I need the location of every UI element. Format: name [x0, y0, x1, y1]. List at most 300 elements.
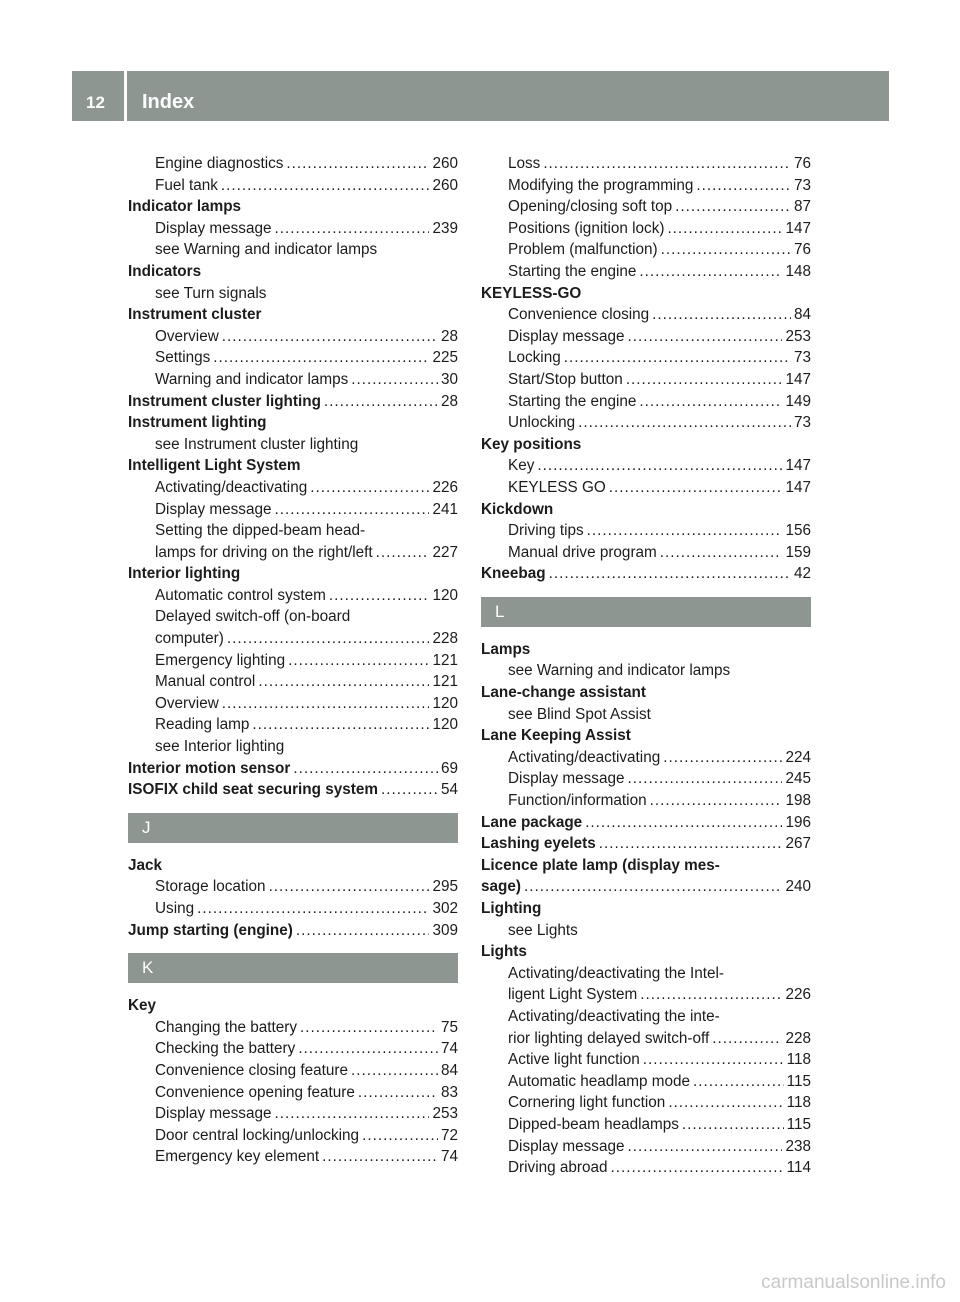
dot-leader [627, 768, 782, 790]
entry-text: Overview [155, 694, 219, 712]
dot-leader [274, 1103, 429, 1125]
index-subentry [128, 542, 458, 564]
entry-text: Kickdown [481, 500, 554, 518]
entry-list [481, 639, 811, 1179]
entry-text: computer) [155, 630, 224, 648]
entry-bold-text: Lashing eyelets [481, 835, 596, 853]
dot-leader [587, 520, 783, 542]
entry-text [128, 920, 293, 942]
index-subentry [481, 239, 811, 261]
entry-text: Key positions [481, 435, 582, 453]
index-entry [481, 876, 811, 898]
index-subentry [128, 736, 458, 758]
index-subentry [128, 1017, 458, 1039]
entry-list [128, 855, 458, 941]
dot-leader [252, 714, 429, 736]
entry-bold-text: Interior motion sensor [128, 759, 291, 777]
dot-leader [543, 153, 791, 175]
entry-text: see Blind Spot Assist [508, 705, 651, 723]
page-reference: 147 [785, 370, 811, 388]
entry-text [481, 563, 546, 585]
entry-text: lamps for driving on the right/left [155, 543, 373, 561]
dot-leader [300, 1017, 438, 1039]
entry-text: Indicators [128, 262, 202, 280]
index-subentry [481, 218, 811, 240]
entry-text: Emergency lighting [155, 651, 286, 669]
page-reference: 73 [793, 349, 811, 367]
dot-leader [227, 628, 430, 650]
entry-text: Activating/deactivating [155, 478, 308, 496]
entry-text: Settings [155, 349, 211, 367]
entry-text: Loss [508, 155, 541, 172]
page-reference: 149 [785, 392, 811, 410]
page-reference: 114 [786, 1159, 811, 1177]
index-subentry [128, 671, 458, 693]
entry-text: Automatic control system [155, 586, 326, 604]
entry-bold-text: Jump starting (engine) [128, 921, 293, 939]
index-entry [128, 455, 458, 477]
page-reference: 121 [432, 651, 458, 669]
entry-text: Interior lighting [128, 565, 241, 583]
index-subentry [481, 261, 811, 283]
dot-leader [578, 412, 791, 434]
page-header [72, 71, 889, 121]
index-subentry [481, 1049, 811, 1071]
index-subentry [481, 790, 811, 812]
index-subentry [128, 153, 458, 175]
index-subentry [128, 1038, 458, 1060]
entry-text: Door central locking/unlocking [155, 1126, 360, 1144]
page-reference: 253 [432, 1105, 458, 1123]
entry-text: Lighting [481, 900, 542, 917]
page-reference: 115 [786, 1072, 811, 1090]
dot-leader [660, 542, 783, 564]
page-reference: 147 [785, 478, 811, 496]
index-subentry [128, 477, 458, 499]
page-reference: 120 [432, 716, 458, 734]
dot-leader [351, 369, 438, 391]
entry-bold-text: sage) [481, 878, 521, 896]
letter-heading-l: L [481, 597, 811, 627]
entry-text: Activating/deactivating the Intel- [508, 964, 724, 982]
index-subentry [481, 304, 811, 326]
dot-leader [222, 693, 430, 715]
page-reference: 84 [793, 306, 811, 324]
entry-bold-text: Kneebag [481, 565, 546, 583]
dot-leader [376, 542, 430, 564]
page-title: Index [142, 91, 195, 113]
index-subentry [128, 898, 458, 920]
entry-text: see Lights [508, 921, 578, 939]
page-reference: 227 [432, 543, 458, 561]
page-reference: 267 [785, 835, 811, 853]
page-reference: 196 [785, 813, 811, 831]
index-column-left [128, 153, 458, 1168]
index-subentry [128, 369, 458, 391]
dot-leader [712, 1028, 782, 1050]
index-subentry [481, 660, 811, 682]
index-subentry [481, 477, 811, 499]
dot-leader [693, 1071, 784, 1093]
dot-leader [213, 347, 429, 369]
entry-bold-text: ISOFIX child seat securing system [128, 781, 378, 799]
dot-leader [650, 790, 783, 812]
index-subentry [481, 1092, 811, 1114]
entry-text: Function/information [508, 792, 647, 810]
entry-text: Engine diagnostics [155, 155, 284, 172]
index-entry [128, 758, 458, 780]
entry-text: Setting the dipped-beam head- [155, 522, 366, 540]
dot-leader [564, 347, 791, 369]
page-reference: 115 [786, 1115, 811, 1133]
dot-leader [274, 218, 429, 240]
index-subentry [481, 196, 811, 218]
index-entry [481, 499, 811, 521]
dot-leader [627, 1136, 782, 1158]
page-reference: 73 [793, 414, 811, 432]
page-reference: 240 [785, 878, 811, 896]
index-subentry [481, 326, 811, 348]
index-subentry [128, 1060, 458, 1082]
page-reference: 238 [785, 1137, 811, 1155]
index-subentry [128, 693, 458, 715]
entry-text: Fuel tank [155, 176, 218, 194]
entry-text [481, 876, 521, 898]
entry-text: Lane Keeping Assist [481, 727, 631, 745]
page-reference: 84 [440, 1061, 458, 1079]
index-entry [128, 563, 458, 585]
entry-text: Checking the battery [155, 1040, 296, 1058]
entry-text [481, 833, 596, 855]
dot-leader [675, 196, 791, 218]
entry-list [128, 153, 458, 801]
page-number: 12 [86, 93, 105, 112]
entry-text: Licence plate lamp (display mes- [481, 856, 720, 874]
entry-text: Opening/closing soft top [508, 198, 673, 216]
letter-heading-k: K [128, 953, 458, 983]
entry-text: Cornering light function [508, 1094, 666, 1112]
index-subentry [481, 704, 811, 726]
entry-text: see Interior lighting [155, 738, 285, 756]
index-entry [128, 196, 458, 218]
entry-text: see Warning and indicator lamps [155, 241, 378, 259]
index-subentry [481, 1136, 811, 1158]
index-entry [128, 855, 458, 877]
page-reference: 147 [785, 219, 811, 237]
dot-leader [549, 563, 791, 585]
page-reference: 226 [785, 986, 811, 1004]
page-reference: 309 [432, 921, 458, 939]
dot-leader [381, 779, 438, 801]
index-subentry [128, 499, 458, 521]
page-reference: 30 [440, 370, 458, 388]
page-reference: 76 [793, 241, 811, 259]
entry-bold-text: Lane package [481, 813, 583, 831]
entry-text: Manual drive program [508, 543, 657, 561]
dot-leader [626, 369, 783, 391]
dot-leader [609, 477, 783, 499]
entry-text [481, 812, 582, 834]
dot-leader [293, 758, 438, 780]
entry-text: Driving abroad [508, 1159, 608, 1177]
index-entry [128, 920, 458, 942]
index-subentry [128, 714, 458, 736]
entry-text: Automatic headlamp mode [508, 1072, 690, 1090]
entry-text: Driving tips [508, 522, 584, 540]
dot-leader [329, 585, 430, 607]
index-entry [481, 639, 811, 661]
index-subentry [481, 153, 811, 175]
entry-text: Key [508, 457, 535, 475]
page-reference: 87 [793, 198, 811, 216]
index-entry [128, 261, 458, 283]
dot-leader [351, 1060, 438, 1082]
page-reference: 72 [440, 1126, 458, 1144]
dot-leader [258, 671, 429, 693]
entry-text: Activating/deactivating the inte- [508, 1007, 720, 1025]
entry-text: Changing the battery [155, 1018, 298, 1036]
index-subentry [481, 1071, 811, 1093]
entry-list [481, 153, 811, 585]
entry-text: Warning and indicator lamps [155, 370, 349, 388]
entry-list [128, 995, 458, 1168]
letter-heading-j: J [128, 813, 458, 843]
index-subentry [481, 455, 811, 477]
dot-leader [585, 812, 782, 834]
entry-bold-text: Instrument cluster lighting [128, 392, 321, 410]
page-reference: 147 [785, 457, 811, 475]
entry-text: Convenience opening feature [155, 1083, 355, 1101]
entry-text: Reading lamp [155, 716, 250, 734]
index-subentry [128, 239, 458, 261]
page-reference: 28 [440, 327, 458, 345]
page-reference: 118 [786, 1051, 811, 1069]
dot-leader [537, 455, 782, 477]
index-subentry [481, 542, 811, 564]
entry-text: Modifying the programming [508, 176, 694, 194]
header-divider [124, 71, 127, 121]
dot-leader [639, 261, 782, 283]
index-subentry [128, 347, 458, 369]
dot-leader [599, 833, 783, 855]
entry-text: Delayed switch-off (on-board [155, 608, 351, 626]
entry-text: Start/Stop button [508, 370, 623, 388]
index-entry [481, 725, 811, 747]
page-reference: 228 [432, 630, 458, 648]
page-reference: 28 [440, 392, 458, 410]
index-subentry [128, 1146, 458, 1168]
index-entry [481, 283, 811, 305]
dot-leader [362, 1125, 438, 1147]
index-subentry [481, 747, 811, 769]
entry-text: Display message [155, 1105, 272, 1123]
index-subentry [481, 920, 811, 942]
index-subentry [481, 391, 811, 413]
index-entry [481, 812, 811, 834]
index-subentry [481, 520, 811, 542]
page-reference: 121 [432, 673, 458, 691]
index-subentry [128, 175, 458, 197]
entry-text: Problem (malfunction) [508, 241, 658, 259]
page-reference: 42 [793, 565, 811, 583]
dot-leader [640, 984, 782, 1006]
dot-leader [296, 920, 430, 942]
entry-text: Instrument cluster [128, 306, 262, 324]
dot-leader [627, 326, 782, 348]
entry-text: Display message [508, 770, 625, 788]
page-reference: 74 [440, 1148, 458, 1166]
entry-text: Key [128, 997, 157, 1015]
entry-text: Manual control [155, 673, 256, 691]
dot-leader [696, 175, 791, 197]
index-entry [128, 995, 458, 1017]
entry-text: Display message [155, 500, 272, 518]
dot-leader [288, 650, 429, 672]
index-subentry [481, 175, 811, 197]
index-subentry [128, 1103, 458, 1125]
index-entry [128, 412, 458, 434]
entry-text: Instrument lighting [128, 414, 267, 432]
entry-text: Starting the engine [508, 392, 637, 410]
index-subentry [128, 1082, 458, 1104]
index-subentry [481, 1028, 811, 1050]
entry-text: Intelligent Light System [128, 457, 301, 475]
page-reference: 224 [785, 748, 811, 766]
entry-text: Indicator lamps [128, 198, 242, 216]
index-entry [481, 833, 811, 855]
index-subentry [128, 326, 458, 348]
index-subentry [128, 520, 458, 542]
index-entry [481, 682, 811, 704]
index-subentry [128, 650, 458, 672]
page-reference: 226 [432, 478, 458, 496]
page-reference: 295 [432, 878, 458, 896]
index-subentry [481, 768, 811, 790]
index-subentry [481, 1157, 811, 1179]
dot-leader [197, 898, 429, 920]
entry-text [128, 779, 378, 801]
entry-text: Starting the engine [508, 262, 637, 280]
page-reference: 54 [440, 781, 458, 799]
entry-text: Active light function [508, 1051, 640, 1069]
index-subentry [481, 963, 811, 985]
entry-text: Locking [508, 349, 561, 367]
entry-text: Dipped-beam headlamps [508, 1115, 679, 1133]
entry-text: ligent Light System [508, 986, 638, 1004]
entry-text: Unlocking [508, 414, 576, 432]
page-reference: 198 [785, 792, 811, 810]
dot-leader [663, 747, 782, 769]
index-entry [481, 855, 811, 877]
entry-text: Jack [128, 856, 163, 874]
entry-text: Using [155, 900, 195, 917]
dot-leader [667, 218, 782, 240]
dot-leader [221, 175, 430, 197]
dot-leader [643, 1049, 784, 1071]
page-reference: 148 [785, 262, 811, 280]
dot-leader [668, 1092, 783, 1114]
index-subentry [128, 606, 458, 628]
index-entry [128, 391, 458, 413]
index-subentry [481, 412, 811, 434]
dot-leader [286, 153, 429, 175]
dot-leader [652, 304, 791, 326]
page-reference: 120 [432, 586, 458, 604]
page-reference: 302 [432, 900, 458, 917]
page-reference: 225 [432, 349, 458, 367]
page-reference: 260 [432, 155, 458, 172]
index-entry [481, 941, 811, 963]
dot-leader [358, 1082, 438, 1104]
index-subentry [128, 876, 458, 898]
entry-text: Emergency key element [155, 1148, 320, 1166]
dot-leader [324, 391, 438, 413]
page-reference: 159 [785, 543, 811, 561]
index-subentry [128, 628, 458, 650]
page-reference: 73 [793, 176, 811, 194]
entry-text: Display message [508, 1137, 625, 1155]
index-subentry [128, 1125, 458, 1147]
index-subentry [481, 1006, 811, 1028]
dot-leader [610, 1157, 783, 1179]
entry-text: KEYLESS GO [508, 478, 606, 496]
entry-text: Convenience closing [508, 306, 650, 324]
index-entry [481, 434, 811, 456]
index-subentry [481, 1114, 811, 1136]
entry-text: KEYLESS-GO [481, 284, 582, 302]
dot-leader [639, 391, 782, 413]
index-subentry [128, 218, 458, 240]
page-reference: 120 [432, 694, 458, 712]
entry-text: see Instrument cluster lighting [155, 435, 359, 453]
index-subentry [481, 347, 811, 369]
index-entry [481, 563, 811, 585]
entry-text: Storage location [155, 878, 266, 896]
dot-leader [222, 326, 438, 348]
entry-text: Overview [155, 327, 219, 345]
entry-text [128, 758, 290, 780]
watermark: carmanualsonline.info [761, 1272, 946, 1293]
index-column-right [481, 153, 811, 1179]
entry-text: see Turn signals [155, 284, 267, 302]
entry-text: Lights [481, 943, 527, 961]
page-reference: 228 [785, 1029, 811, 1047]
dot-leader [524, 876, 783, 898]
entry-text [128, 391, 321, 413]
index-subentry [128, 585, 458, 607]
page-reference: 245 [785, 770, 811, 788]
dot-leader [322, 1146, 438, 1168]
entry-text: Activating/deactivating [508, 748, 661, 766]
dot-leader [298, 1038, 438, 1060]
index-subentry [128, 283, 458, 305]
entry-text: Lane-change assistant [481, 684, 646, 702]
dot-leader [682, 1114, 784, 1136]
index-entry [481, 898, 811, 920]
page-reference: 118 [786, 1094, 811, 1112]
dot-leader [269, 876, 430, 898]
entry-text: rior lighting delayed switch-off [508, 1029, 710, 1047]
entry-text: see Warning and indicator lamps [508, 662, 731, 680]
page-reference: 75 [440, 1018, 458, 1036]
index-subentry [128, 434, 458, 456]
page-reference: 260 [432, 176, 458, 194]
page-reference: 156 [785, 522, 811, 540]
index-entry [128, 779, 458, 801]
page-reference: 241 [432, 500, 458, 518]
index-subentry [481, 984, 811, 1006]
page-reference: 76 [793, 155, 811, 172]
